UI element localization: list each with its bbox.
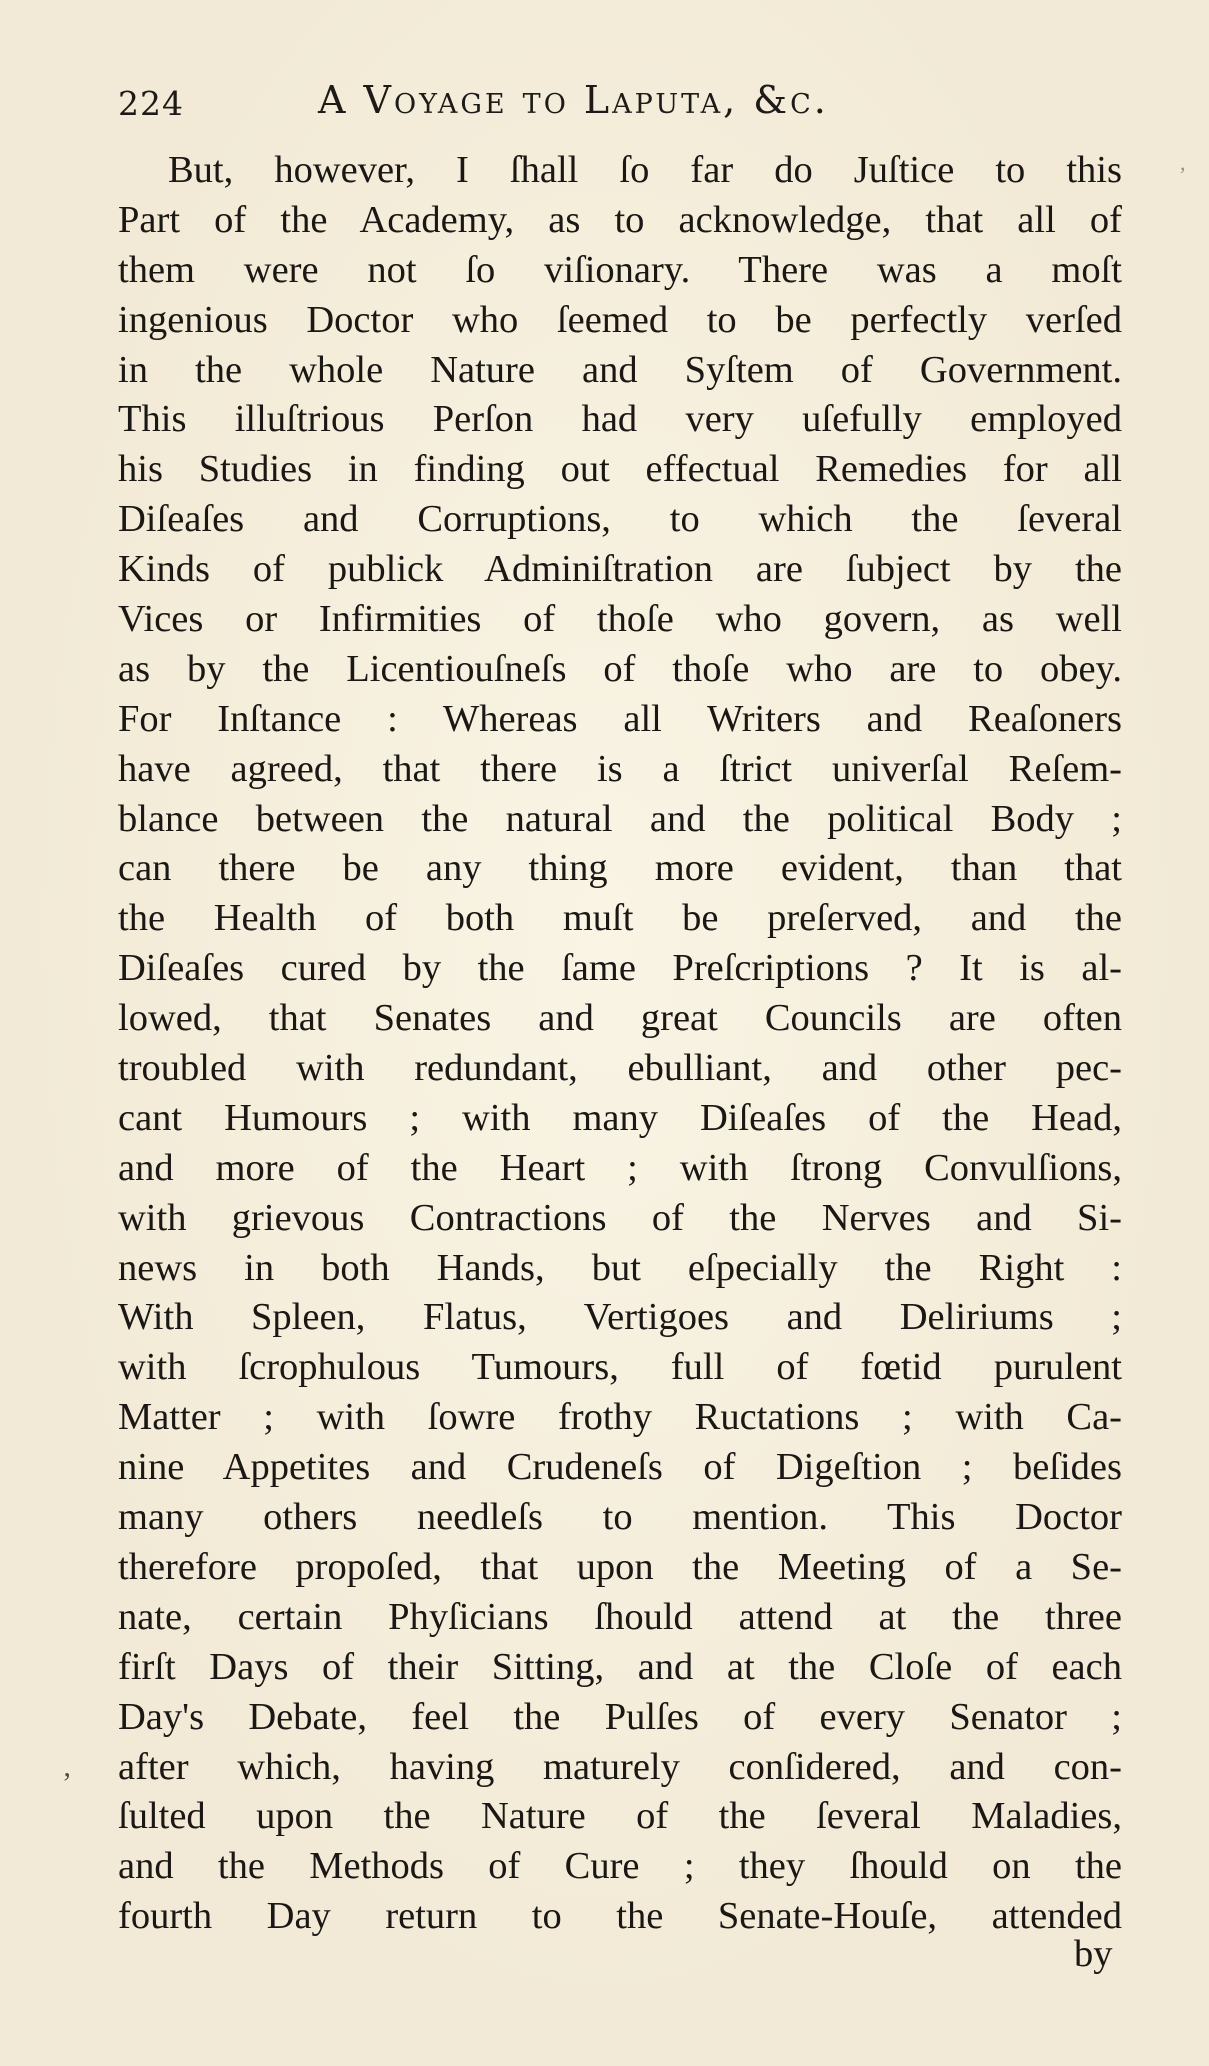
text-line: Diſeaſes cured by the ſame Preſcriptions ? It is al-: [118, 947, 1122, 990]
text-line: troubled with redundant, ebulliant, and other pec-: [118, 1047, 1122, 1090]
text-line: with ſcrophulous Tumours, full of fœtid purulent: [118, 1346, 1122, 1389]
catchword: by: [1074, 1933, 1113, 1975]
text-line: therefore propoſed, that upon the Meeting of a Se-: [118, 1545, 1122, 1588]
text-line: This illuſtrious Perſon had very uſefully employed: [118, 398, 1122, 441]
text-line: Part of the Academy, as to acknowledge, that all of: [118, 198, 1122, 241]
text-line: Day's Debate, feel the Pulſes of every Senator ;: [118, 1695, 1122, 1738]
text-line: can there be any thing more evident, than that: [118, 847, 1122, 890]
text-line: and the Methods of Cure ; they ſhould on the: [118, 1845, 1122, 1888]
text-line: nate, certain Phyſicians ſhould attend at the three: [118, 1595, 1122, 1638]
text-line: many others needleſs to mention. This Doctor: [118, 1496, 1122, 1539]
body-text: [118, 146, 1122, 1942]
text-line: For Inſtance : Whereas all Writers and Reaſoners: [118, 697, 1122, 740]
running-head: [118, 78, 1018, 128]
text-line: ingenious Doctor who ſeemed to be perfectly verſed: [118, 298, 1122, 341]
text-line: ſulted upon the Nature of the ſeveral Maladies,: [118, 1795, 1122, 1838]
margin-speck: ,: [1180, 150, 1186, 175]
running-title: A Voyage to Laputa, &c.: [318, 78, 829, 122]
margin-speck: ‚: [62, 1750, 72, 1783]
text-line: Vices or Infirmities of thoſe who govern, as well: [118, 598, 1122, 641]
text-line: have agreed, that there is a ſtrict univerſal Reſem-: [118, 747, 1122, 790]
text-line: Diſeaſes and Corruptions, to which the ſeveral: [118, 498, 1122, 541]
text-line: his Studies in finding out effectual Remedies for all: [118, 448, 1122, 491]
text-line: after which, having maturely conſidered, and con-: [118, 1745, 1122, 1788]
text-line: But, however, I ſhall ſo far do Juſtice to this: [168, 149, 1122, 191]
text-line: lowed, that Senates and great Councils are often: [118, 997, 1122, 1040]
text-line: the Health of both muſt be preſerved, and the: [118, 897, 1122, 940]
text-line: With Spleen, Flatus, Vertigoes and Deliriums ;: [118, 1296, 1122, 1339]
text-line: Matter ; with ſowre frothy Ructations ; with Ca-: [118, 1396, 1122, 1439]
text-line: Kinds of publick Adminiſtration are ſubject by the: [118, 548, 1122, 591]
text-line: and more of the Heart ; with ſtrong Convulſions,: [118, 1146, 1122, 1189]
text-line: firſt Days of their Sitting, and at the Cloſe of each: [118, 1645, 1122, 1688]
text-line: fourth Day return to the Senate-Houſe, attended: [118, 1895, 1122, 1938]
text-line: as by the Licentiouſneſs of thoſe who are to obey.: [118, 647, 1122, 690]
page-number: 224: [118, 84, 184, 123]
text-line: nine Appetites and Crudeneſs of Digeſtion ; beſides: [118, 1446, 1122, 1489]
text-line: news in both Hands, but eſpecially the Right :: [118, 1246, 1122, 1289]
text-line: them were not ſo viſionary. There was a moſt: [118, 248, 1122, 291]
text-line: blance between the natural and the political Body ;: [118, 797, 1122, 840]
text-line: with grievous Contractions of the Nerves and Si-: [118, 1196, 1122, 1239]
text-line: cant Humours ; with many Diſeaſes of the Head,: [118, 1096, 1122, 1139]
text-line: in the whole Nature and Syſtem of Government.: [118, 348, 1122, 391]
